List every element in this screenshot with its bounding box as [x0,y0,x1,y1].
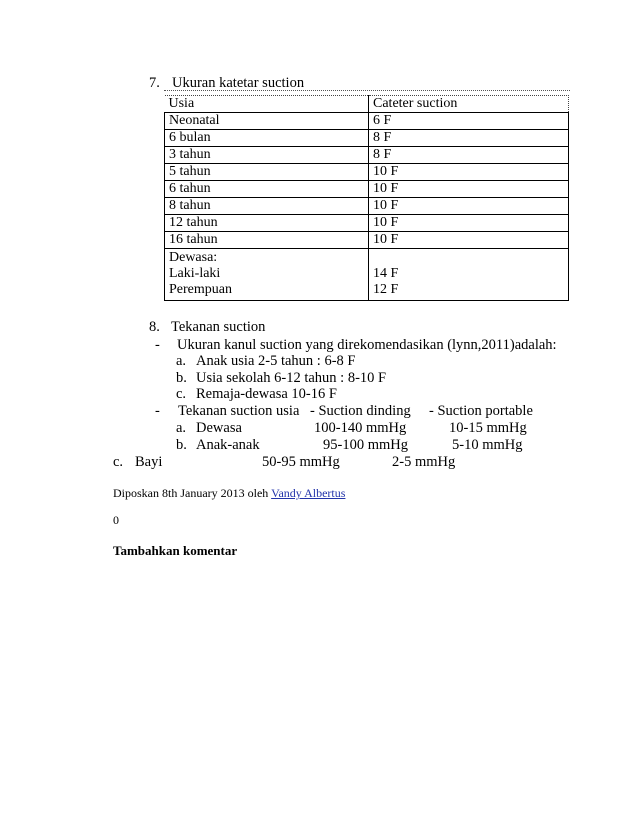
pressure-row-portable: 2-5 mmHg [392,454,456,470]
table-header-row [165,96,569,113]
add-comment-link[interactable]: Tambahkan komentar [113,543,238,558]
pressure-row-label: Dewasa [196,420,242,436]
comment-count[interactable]: 0 [113,513,119,527]
section-7-title: Ukuran katetar suction [172,75,305,91]
pressure-header-wall: - Suction dinding [310,403,411,419]
adult-male-label: Laki-laki [169,266,221,281]
kanul-item-letter: c. [176,386,187,402]
section-7-number: 7. [149,75,160,91]
pressure-row-letter: a. [176,420,187,436]
row-size: 8 F [369,147,569,164]
pressure-row-label: Bayi [135,454,163,470]
header-cateter: Cateter suction [369,96,569,113]
dash-bullet: - [155,403,160,419]
posted-line [113,486,345,501]
section-8-title: Tekanan suction [171,319,266,335]
kanul-item-text: Remaja-dewasa 10-16 F [196,386,337,402]
table-row [165,215,569,232]
kanul-intro: Ukuran kanul suction yang direkomendasikan (lynn,2011)adalah: [177,337,557,353]
table-top-dotted-rule [164,90,570,91]
posted-prefix: Diposkan 8th January 2013 oleh [113,486,269,500]
kanul-item-text: Anak usia 2-5 tahun : 6-8 F [196,353,356,369]
pressure-row-wall: 100-140 mmHg [314,420,407,436]
row-age-adult [165,249,369,301]
row-size: 10 F [369,215,569,232]
table-row [165,113,569,130]
pressure-row-wall: 50-95 mmHg [262,454,340,470]
catheter-size-table [164,95,569,301]
adult-label: Dewasa: [169,250,218,265]
table-row [165,181,569,198]
table-row [165,147,569,164]
row-size: 6 F [369,113,569,130]
row-age: Neonatal [165,113,369,130]
table-row [165,232,569,249]
row-age: 6 bulan [165,130,369,147]
row-size-adult [369,249,569,301]
row-age: 8 tahun [165,198,369,215]
author-link[interactable]: Vandy Albertus [271,486,346,500]
pressure-row-portable: 10-15 mmHg [449,420,527,436]
row-size: 10 F [369,181,569,198]
kanul-item-letter: b. [176,370,187,386]
adult-female-value: 12 F [373,282,399,297]
dash-bullet: - [155,337,160,353]
section-8-number: 8. [149,319,160,335]
header-usia: Usia [165,96,369,113]
row-size: 8 F [369,130,569,147]
kanul-item-letter: a. [176,353,187,369]
pressure-row-label: Anak-anak [196,437,260,453]
row-size: 10 F [369,232,569,249]
row-age: 5 tahun [165,164,369,181]
row-size: 10 F [369,164,569,181]
pressure-row-portable: 5-10 mmHg [452,437,523,453]
pressure-header-age: Tekanan suction usia [178,403,300,419]
row-size: 10 F [369,198,569,215]
pressure-row-letter: b. [176,437,187,453]
row-age: 12 tahun [165,215,369,232]
table-row [165,198,569,215]
row-age: 3 tahun [165,147,369,164]
row-age: 6 tahun [165,181,369,198]
table-row [165,164,569,181]
kanul-item-text: Usia sekolah 6-12 tahun : 8-10 F [196,370,387,386]
table-row [165,130,569,147]
pressure-row-letter: c. [113,454,124,470]
row-age: 16 tahun [165,232,369,249]
adult-female-label: Perempuan [169,282,232,297]
pressure-header-portable: - Suction portable [429,403,533,419]
table-row-adult [165,249,569,301]
adult-male-value: 14 F [373,266,399,281]
pressure-row-wall: 95-100 mmHg [323,437,408,453]
